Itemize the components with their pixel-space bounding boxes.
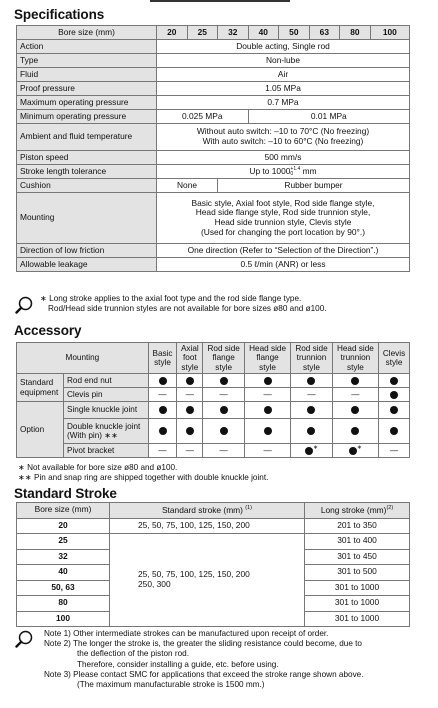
accessory-cell <box>203 374 245 388</box>
spec-value: Double acting, Single rod <box>157 40 410 54</box>
accessory-cell: — <box>291 388 333 402</box>
spec-label: Maximum operating pressure <box>17 96 157 110</box>
long-header-text: Long stroke (mm) <box>320 504 387 515</box>
col-axial-foot <box>177 343 203 374</box>
spec-row <box>17 54 410 68</box>
available-dot-icon <box>390 391 398 399</box>
ambient-line: With auto switch: –10 to 60°C (No freezing) <box>202 136 364 146</box>
accessory-cell <box>332 374 378 388</box>
accessory-row <box>17 374 410 388</box>
col-line: style <box>346 362 364 372</box>
spec-row <box>17 82 410 96</box>
spec-value <box>157 165 410 179</box>
spec-value: 0.025 MPa <box>157 110 249 124</box>
bore-value: 25 <box>17 534 110 550</box>
available-dot-icon <box>264 377 272 385</box>
option-label: Option <box>17 402 64 458</box>
bore-80: 80 <box>340 26 371 40</box>
spec-value: Non-lube <box>157 54 410 68</box>
group-line: equipment <box>20 387 59 397</box>
available-dot-icon <box>351 427 359 435</box>
available-dot-icon <box>159 377 167 385</box>
spec-label: Action <box>17 40 157 54</box>
accessory-cell: — <box>379 444 410 458</box>
accessory-cell <box>332 444 378 458</box>
available-dot-icon <box>307 406 315 414</box>
spec-value: One direction (Refer to “Selection of the Direction”.) <box>157 244 410 258</box>
col-line: style <box>303 362 320 372</box>
col-rod-trunnion <box>291 343 333 374</box>
available-dot-icon <box>159 406 167 414</box>
col-line: style <box>154 358 171 367</box>
magnifier-icon <box>15 630 33 648</box>
bore-value: 20 <box>17 518 110 534</box>
col-line: style <box>259 362 276 372</box>
accessory-cell <box>332 402 378 419</box>
col-line: style <box>385 358 403 367</box>
tolerance-text: Up to 1000 <box>249 165 291 176</box>
long-stroke-value: 201 to 350 <box>305 518 410 534</box>
long-stroke-value: 301 to 1000 <box>305 580 410 596</box>
bore-header: Bore size (mm) <box>17 503 110 519</box>
accessory-item: Clevis pin <box>64 388 149 402</box>
col-line: trunnion <box>340 353 371 363</box>
spec-label: Ambient and fluid temperature <box>17 124 157 151</box>
accessory-cell <box>244 402 290 419</box>
col-line: Rod side <box>295 343 328 353</box>
mounting-line: Basic style, Axial foot style, Rod side flange style, <box>191 197 375 208</box>
accessory-cell <box>244 374 290 388</box>
bore-value: 40 <box>17 565 110 581</box>
footnote-mark: ∗ <box>356 445 362 452</box>
col-line: style <box>215 362 233 372</box>
accessory-cell <box>177 402 203 419</box>
stroke-note: Note 2) The longer the stroke is, the greater the sliding resistance could become, due to <box>44 639 362 649</box>
standard-stroke-value <box>110 534 305 627</box>
standard-stroke-table <box>16 502 410 627</box>
accessory-cell: — <box>244 444 290 458</box>
tolerance-unit: mm <box>300 165 317 176</box>
spec-row <box>17 151 410 165</box>
accessory-cell <box>148 402 177 419</box>
col-head-flange <box>244 343 290 374</box>
tolerance-sup: +1.4 <box>290 165 301 172</box>
available-dot-icon <box>351 377 359 385</box>
available-dot-icon <box>220 427 228 435</box>
accessory-notes <box>18 463 268 483</box>
accessory-row <box>17 402 410 419</box>
standard-stroke-title: Standard Stroke <box>14 486 117 501</box>
accessory-cell: — <box>148 388 177 402</box>
stroke-note: Note 1) Other intermediate strokes can be manufactured upon receipt of order. <box>44 629 329 638</box>
spec-row <box>17 68 410 82</box>
accessory-note: ∗ Not available for bore size ø80 and ø100. <box>18 463 178 472</box>
spec-value: 1.05 MPa <box>157 82 410 96</box>
accessory-title: Accessory <box>14 323 82 338</box>
magnifier-icon <box>15 296 33 314</box>
available-dot-icon <box>186 427 194 435</box>
bore-100: 100 <box>370 26 409 40</box>
accessory-cell <box>291 402 333 419</box>
stroke-header-row <box>17 503 410 519</box>
available-dot-icon <box>390 406 398 414</box>
std-stroke-line: 250, 300 <box>138 579 171 589</box>
col-line: Clevis <box>382 348 406 358</box>
std-stroke-line: 25, 50, 75, 100, 125, 150, 200 <box>138 569 250 580</box>
bore-header-row <box>17 26 410 40</box>
accessory-item: Rod end nut <box>64 374 149 388</box>
stroke-notes <box>44 629 424 690</box>
spec-row-min-pressure <box>17 110 410 124</box>
spec-note: Rod/Head side trunnion styles are not available for bore sizes ø80 and ø100. <box>48 304 327 314</box>
spec-value: 0.01 MPa <box>248 110 409 124</box>
spec-row-mounting <box>17 193 410 244</box>
col-basic <box>148 343 177 374</box>
accessory-header-row <box>17 343 410 374</box>
spec-label: Direction of low friction <box>17 244 157 258</box>
col-rod-flange <box>203 343 245 374</box>
spec-value: 0.7 MPa <box>157 96 410 110</box>
spec-label: Cushion <box>17 179 157 193</box>
col-line: flange <box>256 353 279 363</box>
spec-label: Piston speed <box>17 151 157 165</box>
accessory-cell <box>203 402 245 419</box>
bore-25: 25 <box>187 26 218 40</box>
accessory-cell: — <box>148 444 177 458</box>
spec-label: Mounting <box>17 193 157 244</box>
accessory-row <box>17 388 410 402</box>
accessory-cell <box>291 374 333 388</box>
accessory-note: ∗∗ Pin and snap ring are shipped together with double knuckle joint. <box>18 473 269 483</box>
long-stroke-value: 301 to 400 <box>305 534 410 550</box>
spec-label: Minimum operating pressure <box>17 110 157 124</box>
col-line: Axial <box>180 343 199 353</box>
accessory-cell: — <box>332 388 378 402</box>
bore-40: 40 <box>248 26 279 40</box>
col-line: Head side <box>336 343 374 353</box>
spec-notes <box>40 294 327 314</box>
bore-20: 20 <box>157 26 188 40</box>
accessory-cell <box>291 419 333 444</box>
spec-value: 0.5 ℓ/min (ANR) or less <box>157 258 410 272</box>
tolerance-sub: 0 <box>290 170 294 177</box>
accessory-cell: — <box>177 388 203 402</box>
long-stroke-value: 301 to 1000 <box>305 596 410 612</box>
stroke-note: Note 3) Please contact SMC for applications that exceed the stroke range shown above. <box>44 669 364 679</box>
spec-row-cushion <box>17 179 410 193</box>
long-stroke-value: 301 to 450 <box>305 549 410 565</box>
col-line: style <box>181 362 199 372</box>
accessory-cell <box>379 388 410 402</box>
item-line: Double knuckle joint <box>67 421 141 431</box>
spec-label: Proof pressure <box>17 82 157 96</box>
specifications-table <box>16 25 410 272</box>
col-clevis <box>379 343 410 374</box>
item-line: (With pin) ∗∗ <box>67 431 119 440</box>
spec-value <box>157 124 410 151</box>
accessory-cell <box>379 374 410 388</box>
bore-value: 32 <box>17 549 110 565</box>
col-line: Basic <box>152 348 173 358</box>
ambient-line: Without auto switch: –10 to 70°C (No freezing) <box>196 126 370 137</box>
col-line: trunnion <box>296 353 327 363</box>
spec-value: None <box>157 179 218 193</box>
accessory-cell <box>203 419 245 444</box>
bore-size-label: Bore size (mm) <box>17 26 157 40</box>
available-dot-icon <box>220 406 228 414</box>
accessory-item: Single knuckle joint <box>64 402 149 419</box>
accessory-cell <box>177 419 203 444</box>
standard-equipment-label <box>17 374 64 402</box>
mounting-line: (Used for changing the port location by 90°.) <box>201 226 365 237</box>
spec-label: Stroke length tolerance <box>17 165 157 179</box>
available-dot-icon <box>159 427 167 435</box>
spec-row <box>17 40 410 54</box>
spec-row <box>17 258 410 272</box>
bore-value: 100 <box>17 611 110 627</box>
standard-stroke-header <box>110 503 305 519</box>
accessory-cell <box>177 374 203 388</box>
spec-row <box>17 244 410 258</box>
accessory-cell <box>244 419 290 444</box>
available-dot-icon <box>390 427 398 435</box>
mounting-header: Mounting <box>17 343 149 374</box>
footnote-mark: ∗ <box>312 445 318 452</box>
spec-value: 500 mm/s <box>157 151 410 165</box>
bore-32: 32 <box>218 26 249 40</box>
col-line: Rod side <box>207 343 240 353</box>
spec-label: Fluid <box>17 68 157 82</box>
accessory-cell <box>291 444 333 458</box>
accessory-cell: — <box>203 444 245 458</box>
available-dot-icon <box>186 406 194 414</box>
available-dot-icon <box>307 427 315 435</box>
accessory-table <box>16 342 410 458</box>
bore-value: 50, 63 <box>17 580 110 596</box>
stroke-note: (The maximum manufacturable stroke is 1500 mm.) <box>77 680 265 690</box>
accessory-cell <box>379 402 410 419</box>
spec-value: Air <box>157 68 410 82</box>
spec-note: ∗ Long stroke applies to the axial foot type and the rod side flange type. <box>40 294 302 303</box>
available-dot-icon <box>186 377 194 385</box>
accessory-cell <box>148 419 177 444</box>
spec-row <box>17 96 410 110</box>
long-header-note: (2) <box>386 505 394 512</box>
available-dot-icon <box>351 406 359 414</box>
stroke-note: Therefore, consider installing a guide, etc. before using. <box>77 659 279 669</box>
std-header-note: (1) <box>245 505 253 512</box>
accessory-cell <box>379 419 410 444</box>
stroke-row <box>17 534 410 550</box>
available-dot-icon <box>305 447 313 455</box>
available-dot-icon <box>264 406 272 414</box>
standard-stroke-value: 25, 50, 75, 100, 125, 150, 200 <box>110 518 305 534</box>
col-line: flange <box>212 353 235 363</box>
col-head-trunnion <box>332 343 378 374</box>
accessory-cell: — <box>244 388 290 402</box>
available-dot-icon <box>307 377 315 385</box>
spec-label: Type <box>17 54 157 68</box>
accessory-cell: — <box>177 444 203 458</box>
bore-63: 63 <box>309 26 340 40</box>
bore-value: 80 <box>17 596 110 612</box>
available-dot-icon <box>390 377 398 385</box>
spec-value: Rubber bumper <box>218 179 410 193</box>
accessory-cell: — <box>203 388 245 402</box>
group-line: Standard <box>20 378 54 388</box>
stroke-row <box>17 518 410 534</box>
long-stroke-value: 301 to 500 <box>305 565 410 581</box>
spec-row-tolerance <box>17 165 410 179</box>
available-dot-icon <box>220 377 228 385</box>
available-dot-icon <box>349 447 357 455</box>
std-header-text: Standard stroke (mm) <box>161 504 243 515</box>
available-dot-icon <box>264 427 272 435</box>
long-stroke-header <box>305 503 410 519</box>
accessory-cell <box>148 374 177 388</box>
stroke-note: the deflection of the piston rod. <box>77 649 189 659</box>
accessory-cell <box>332 419 378 444</box>
accessory-item: Pivot bracket <box>64 444 149 458</box>
long-stroke-value: 301 to 1000 <box>305 611 410 627</box>
col-line: foot <box>182 353 197 363</box>
accessory-row <box>17 419 410 444</box>
accessory-item <box>64 419 149 444</box>
accessory-row <box>17 444 410 458</box>
specifications-title: Specifications <box>14 7 105 22</box>
bore-50: 50 <box>279 26 310 40</box>
col-line: Head side <box>249 343 286 353</box>
spec-row-ambient <box>17 124 410 151</box>
mounting-line: Head side flange style, Rod side trunnion style, <box>195 207 371 218</box>
spec-label: Allowable leakage <box>17 258 157 272</box>
spec-value <box>157 193 410 244</box>
top-rule <box>0 0 438 4</box>
mounting-line: Head side trunnion style, Clevis style <box>214 217 352 227</box>
